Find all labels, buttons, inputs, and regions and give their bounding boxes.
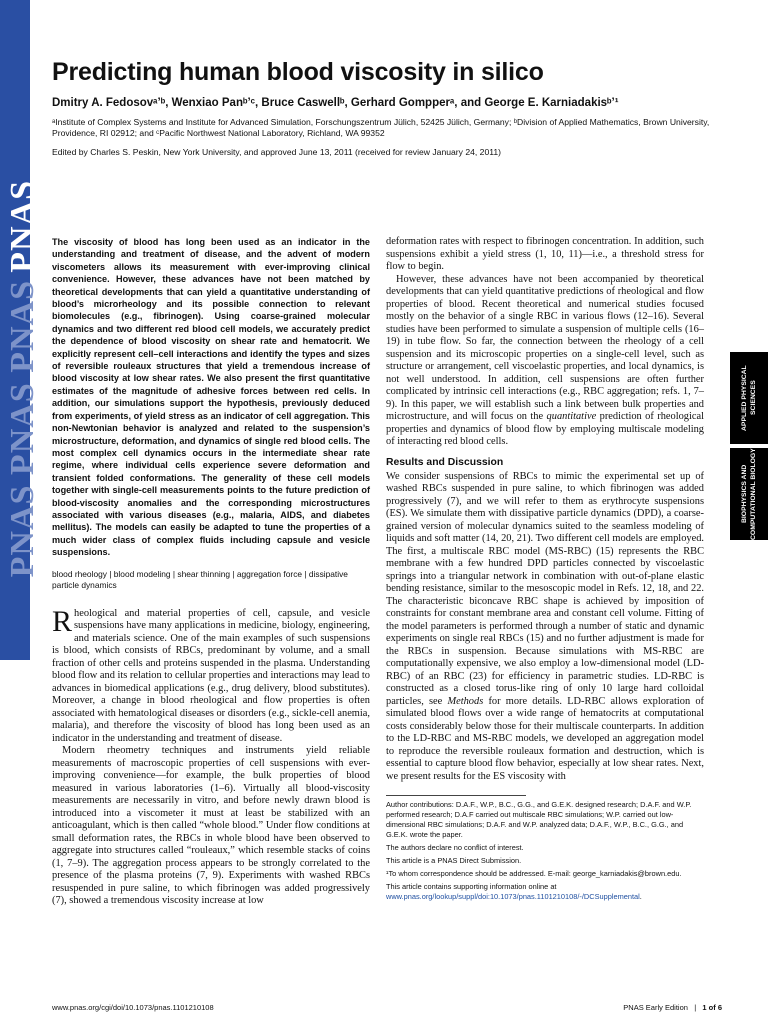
footnote-correspondence: ¹To whom correspondence should be addressed. E-mail: george_karniadakis@brown.edu. <box>386 869 682 878</box>
footer-doi[interactable]: www.pnas.org/cgi/doi/10.1073/pnas.1101210108 <box>52 1003 214 1012</box>
intro-paragraph-2: Modern rheometry techniques and instruments yield reliable measurements of macroscopic properties of cell suspensions with ever-improving convenience—for example, the bulk properties of blood measured in various laboratories (1–6). Virtually all blood-viscosity measurements are necessarily in vitro, and before newly drawn blood is introduced into a viscometer it must at least be stabilized with an anticoagulant, which is then called “whole blood.” Under flow conditions at small deformation rates, the RBCs in whole blood have been observed to aggregate into structures called “rouleaux,” which resemble stacks of coins (1, 7–9). The aggregation process appears to be strongly correlated to the presence of the plasma proteins (7, 9). Experiments with washed RBCs resuspended in pure saline, to which fibrinogen was added progressively (7), showed a tremendous viscosity increase at low <box>52 745 370 907</box>
si-link[interactable]: www.pnas.org/lookup/suppl/doi:10.1073/pnas.1101210108/-/DCSupplemental <box>386 892 640 901</box>
emphasis-methods: Methods <box>447 695 484 707</box>
left-column <box>52 236 370 908</box>
footnote-rule <box>386 795 692 902</box>
results-paragraph-text-b: for more details. LD-RBC allows exploration of simulated blood flows over a wide range of hematocrits at computational costs considerably below those for their multiscale counterparts. In addition to the LD-RBC and MS-RBC models, we developed an aggregation model to reproduce the reversible rouleaux formation and destruction, which is essential to capture blood flow behavior, especially at low shear rates. Next, we present results for the ES viscosity with <box>386 695 704 782</box>
tab-label-applied-physical-sciences: APPLIED PHYSICAL SCIENCES <box>741 365 757 431</box>
si-text: This article contains supporting information online at <box>386 882 557 891</box>
footer-right <box>623 1003 722 1012</box>
article-page <box>52 58 722 907</box>
footnote-supporting-info <box>386 882 704 902</box>
right-paragraph-2-text-b: prediction of rheological properties and dynamics of blood flow by employing multiscale modeling of interacting red blood cells. <box>386 411 705 447</box>
section-tab-biophysics <box>730 448 768 540</box>
drop-cap: R <box>52 604 73 638</box>
intro-paragraph-1 <box>52 604 370 746</box>
pnas-repeat-watermark: PNAS PNAS PNAS <box>4 280 41 578</box>
abstract: The viscosity of blood has long been used as an indicator in the understanding and treatment of disease, and the advent of modern viscometers allows its measurement with ever-improving clinical convenience. However, these advances have not been matched by theoretical developments that can yield a quantitative understanding of blood’s microrheology and its possible connection to relevant biomolecules (e.g., fibrinogen). Using coarse-grained molecular dynamics and two different red blood cell models, we accurately predict the dependence of blood viscosity on shear rate and hematocrit. We explicitly represent cell–cell interactions and identify the types and sizes of reversible rouleaux structures that yield a tremendous increase of blood viscosity at low shear rates. We also present the first quantitative estimates of the magnitude of adhesive forces between red cells. In addition, our simulations support the hypothesis, previously deduced from experiments, of yield stress as an indicator of cell aggregation. This non-Newtonian behavior is analyzed and related to the suspension’s microstructure, deformation, and dynamics of single red blood cells. The most complex cell dynamics occurs in the intermediate shear rate regime, where individual cells experience severe deformation and transient folded conformations. The generality of these cell models together with single-cell measurements points to the future prediction of blood-viscosity anomalies and the corresponding microstructures associated with various diseases (e.g., malaria, AIDS, and diabetes mellitus). The models can easily be adapted to tune the properties of a much wider class of complex fluids including capsule and vesicle suspensions. <box>52 237 370 558</box>
intro-paragraph-1-text: heological and material properties of cell, capsule, and vesicle suspensions have many applications in medicine, biology, engineering, and materials science. One of the main examples of such suspensions is blood, which consists of RBCs, predominant by volume, and a small fraction of other cells and proteins suspended in the plasma. Understanding blood flow and its relation to cellular properties and interactions may lead to advances in biomedical applications (e.g., drug delivery, blood substitutes). Moreover, a change in blood rheological and flow properties is often associated with hematological diseases or disorders (e.g., sickle-cell anemia, malaria), and therefore the viscosity of blood has long been used as an indicator in the understanding and treatment of disease. <box>52 607 370 744</box>
results-paragraph <box>386 471 704 784</box>
keywords: blood rheology | blood modeling | shear thinning | aggregation force | dissipative particle dynamics <box>52 568 348 591</box>
results-paragraph-text-a: We consider suspensions of RBCs to mimic the experimental set up of washed RBCs suspended in pure saline, to which fibrinogen was added progressively (7), and we will refer to them as erythrocyte suspensions (ES). We simulate them with dissipative particle dynamics (DPD), a coarse-grained version of molecular dynamics suited to the seamless modeling of liquids and soft matter (14, 20, 21). Two different cell models are employed. The first, a multiscale RBC model (MS-RBC) (15) represents the RBC membrane with a few hundred DPD particles connected by viscoelastic springs into a triangular network in combination with out-of-plane elastic bending resistance, similar to the mesoscopic model in Refs. 12, 18, and 22. The characteristic biconcave RBC shape is achieved by imposition of constraints for constant membrane area and constant cell volume. Fitting of the model parameters is performed through a number of static and dynamic experiments on single real RBCs (15) and no further adjustment is made for the RBCs in suspension. Because simulations with MS-RBC are computationally expensive, we also employ a low-dimensional model (LD-RBC) of an RBC (23) for efficiency in parametric studies. LD-RBC is constructed as a closed torus-like ring of only 10 large hard colloidal particles, see <box>386 470 704 707</box>
right-paragraph-2 <box>386 274 704 449</box>
right-paragraph-1: deformation rates with respect to fibrinogen concentration. In addition, such suspensions exhibit a yield stress (1, 10, 11)—i.e., a threshold stress for flow to begin. <box>386 236 704 272</box>
affiliations: ᵃInstitute of Complex Systems and Institute for Advanced Simulation, Forschungszentrum Jülich, 52425 Jülich, Germany; ᵇDivision of Applied Mathematics, Brown University, Providence, RI 02912; and ᶜPacific Northwest National Laboratory, Richland, WA 99352 <box>52 117 710 138</box>
article-title: Predicting human blood viscosity in silico <box>52 58 544 86</box>
section-heading-results: Results and Discussion <box>386 456 504 468</box>
edited-by-line: Edited by Charles S. Peskin, New York University, and approved June 13, 2011 (received for review January 24, 2011) <box>52 147 502 157</box>
footer-edition: PNAS Early Edition <box>623 1003 688 1012</box>
footnote-direct-submission: This article is a PNAS Direct Submission. <box>386 856 522 865</box>
footer-separator: | <box>694 1003 697 1012</box>
section-tab-applied-physical-sciences <box>730 352 768 444</box>
pnas-logo: PNAS <box>4 180 41 273</box>
pnas-sidebar <box>0 0 41 1024</box>
right-paragraph-2-text-a: However, these advances have not been accompanied by theoretical developments that can yield quantitative predictions of rheological and flow properties of blood. Recent theoretical and numerical studies focused mostly on the behavior of a single RBC in various flows (12–16). Several studies have been performed to simulate a suspension of multiple cells (16–19) in tube flow. So far, the connection between the rheology of a cell suspension and its microscopic properties on a single-cell level, such as structure or arrangement, cell viscoelastic properties, and local dynamics, is not well understood. In addition, cell suspensions are often further complicated by intrinsic cell interactions (e.g., RBC aggregation; refs. 1, 7–9). In this paper, we will establish such a link between bulk properties and microstructure, and will focus on the <box>386 273 704 422</box>
footer-page-number: 1 of 6 <box>702 1003 722 1012</box>
emphasis-quantitative: quantitative <box>546 411 597 422</box>
sidebar-blue-strip <box>0 0 41 660</box>
footnote-contributions: Author contributions: D.A.F., W.P., B.C., G.G., and G.E.K. designed research; D.A.F. and W.P. performed research; D.A.F carried out multiscale RBC simulations; W.P. carried out low-dimensional RBC simulations; D.A.F. and W.P. analyzed data; D.A.F., W.P., B.C., G.G., and G.E.K. wrote the paper. <box>386 800 692 839</box>
author-list: Dmitry A. Fedosovᵃʼᵇ, Wenxiao Panᵇʼᶜ, Bruce Caswellᵇ, Gerhard Gompperᵃ, and George E. Karniadakisᵇʼ¹ <box>52 97 619 109</box>
page-footer <box>52 1003 722 1012</box>
right-column <box>386 236 704 905</box>
two-column-body <box>52 236 722 956</box>
si-suffix: . <box>639 892 642 901</box>
footnote-conflict: The authors declare no conflict of interest. <box>386 843 524 852</box>
tab-label-biophysics: BIOPHYSICS AND COMPUTATIONAL BIOLOGY <box>741 448 757 540</box>
